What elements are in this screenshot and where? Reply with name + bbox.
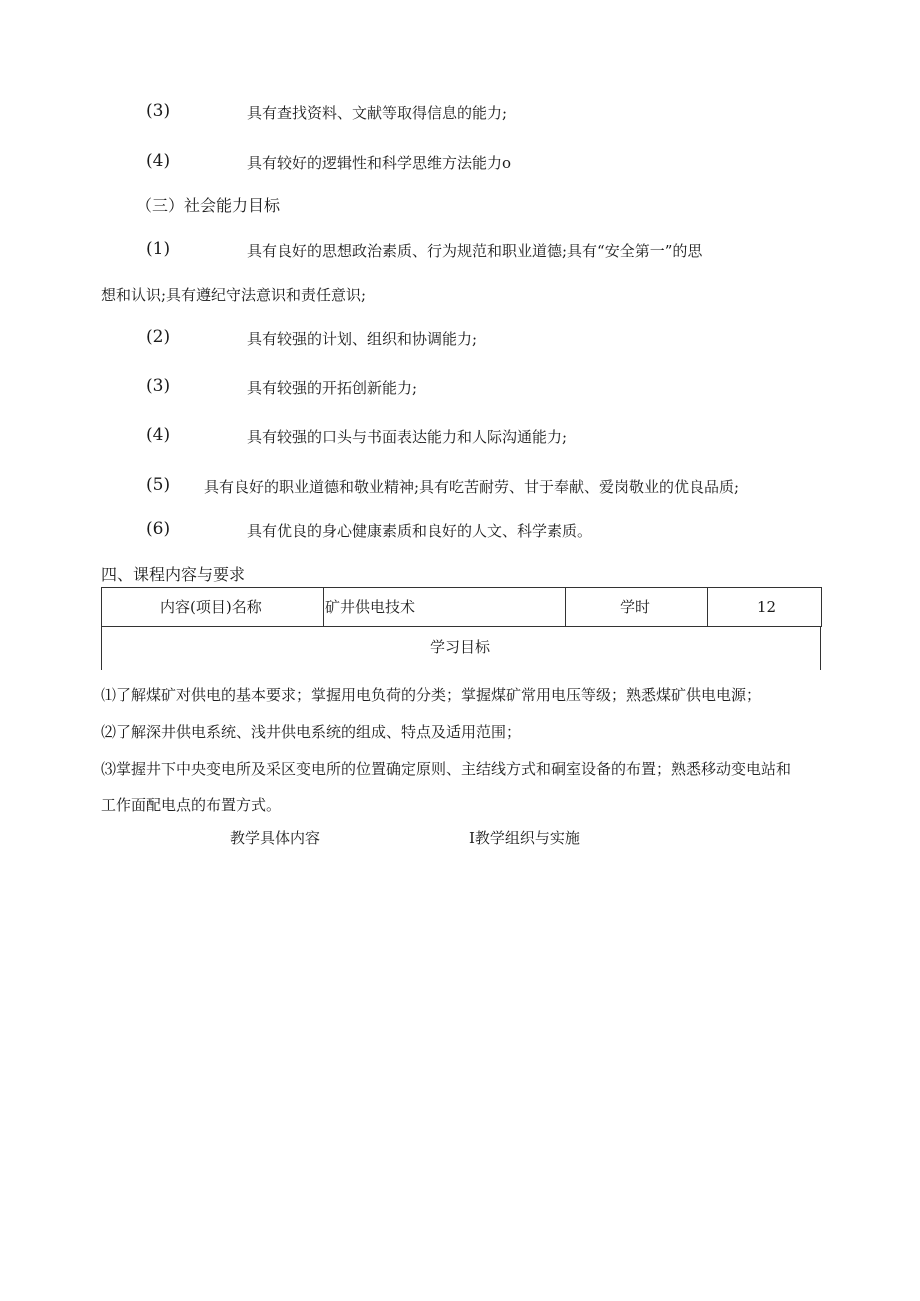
- objective-line: ⑶掌握井下中央变电所及采区变电所的位置确定原则、主结线方式和硐室设备的布置；熟悉移动变电站和: [101, 760, 792, 778]
- table-cell-hours-label: 学时: [620, 598, 651, 616]
- item-number: (3): [146, 376, 171, 396]
- list-item-text: 具有较强的开拓创新能力;: [247, 379, 418, 397]
- list-item-text: 具有较强的计划、组织和协调能力;: [247, 330, 478, 348]
- item-number: (3): [146, 101, 171, 121]
- table-cell-name-label: 内容(项目)名称: [160, 598, 262, 616]
- item-number: (5): [146, 475, 171, 495]
- table-cell-hours-value: 12: [757, 598, 777, 616]
- column-header-content: 教学具体内容: [230, 829, 321, 847]
- objective-line: ⑴了解煤矿对供电的基本要求；掌握用电负荷的分类；掌握煤矿常用电压等级；熟悉煤矿供电电源；: [101, 686, 762, 704]
- list-item-text: 具有较好的逻辑性和科学思维方法能力o: [247, 154, 512, 172]
- item-number: (2): [146, 327, 171, 347]
- table-border: [101, 626, 102, 670]
- list-item-text: 具有较强的口头与书面表达能力和人际沟通能力;: [247, 428, 568, 446]
- item-number: (6): [146, 519, 171, 539]
- list-item-text: 具有优良的身心健康素质和良好的人文、科学素质。: [247, 522, 593, 540]
- section-heading: 四、课程内容与要求: [101, 565, 246, 584]
- table-cell-name-value: 矿井供电技术: [325, 598, 416, 616]
- list-item-text: 具有良好的思想政治素质、行为规范和职业道德;具有“安全第一”的思: [247, 242, 703, 260]
- objective-line: 工作面配电点的布置方式。: [101, 796, 282, 814]
- table-cell-objectives-label: 学习目标: [430, 638, 491, 656]
- item-number: (4): [146, 151, 171, 171]
- column-header-organization: I教学组织与实施: [469, 829, 580, 847]
- list-item-continuation: 想和认识;具有遵纪守法意识和责任意识;: [101, 286, 367, 304]
- section-heading: （三）社会能力目标: [136, 196, 281, 215]
- list-item-text: 具有查找资料、文献等取得信息的能力;: [247, 104, 508, 122]
- table-divider: [707, 588, 708, 626]
- objective-line: ⑵了解深井供电系统、浅井供电系统的组成、特点及适用范围；: [101, 723, 522, 741]
- item-number: (4): [146, 425, 171, 445]
- table-divider: [565, 588, 566, 626]
- table-header-row: [101, 587, 822, 627]
- table-border: [820, 626, 821, 670]
- table-divider: [323, 588, 324, 626]
- item-number: (1): [146, 239, 171, 259]
- list-item-text: 具有良好的职业道德和敬业精神;具有吃苦耐劳、甘于奉献、爱岗敬业的优良品质;: [204, 478, 740, 496]
